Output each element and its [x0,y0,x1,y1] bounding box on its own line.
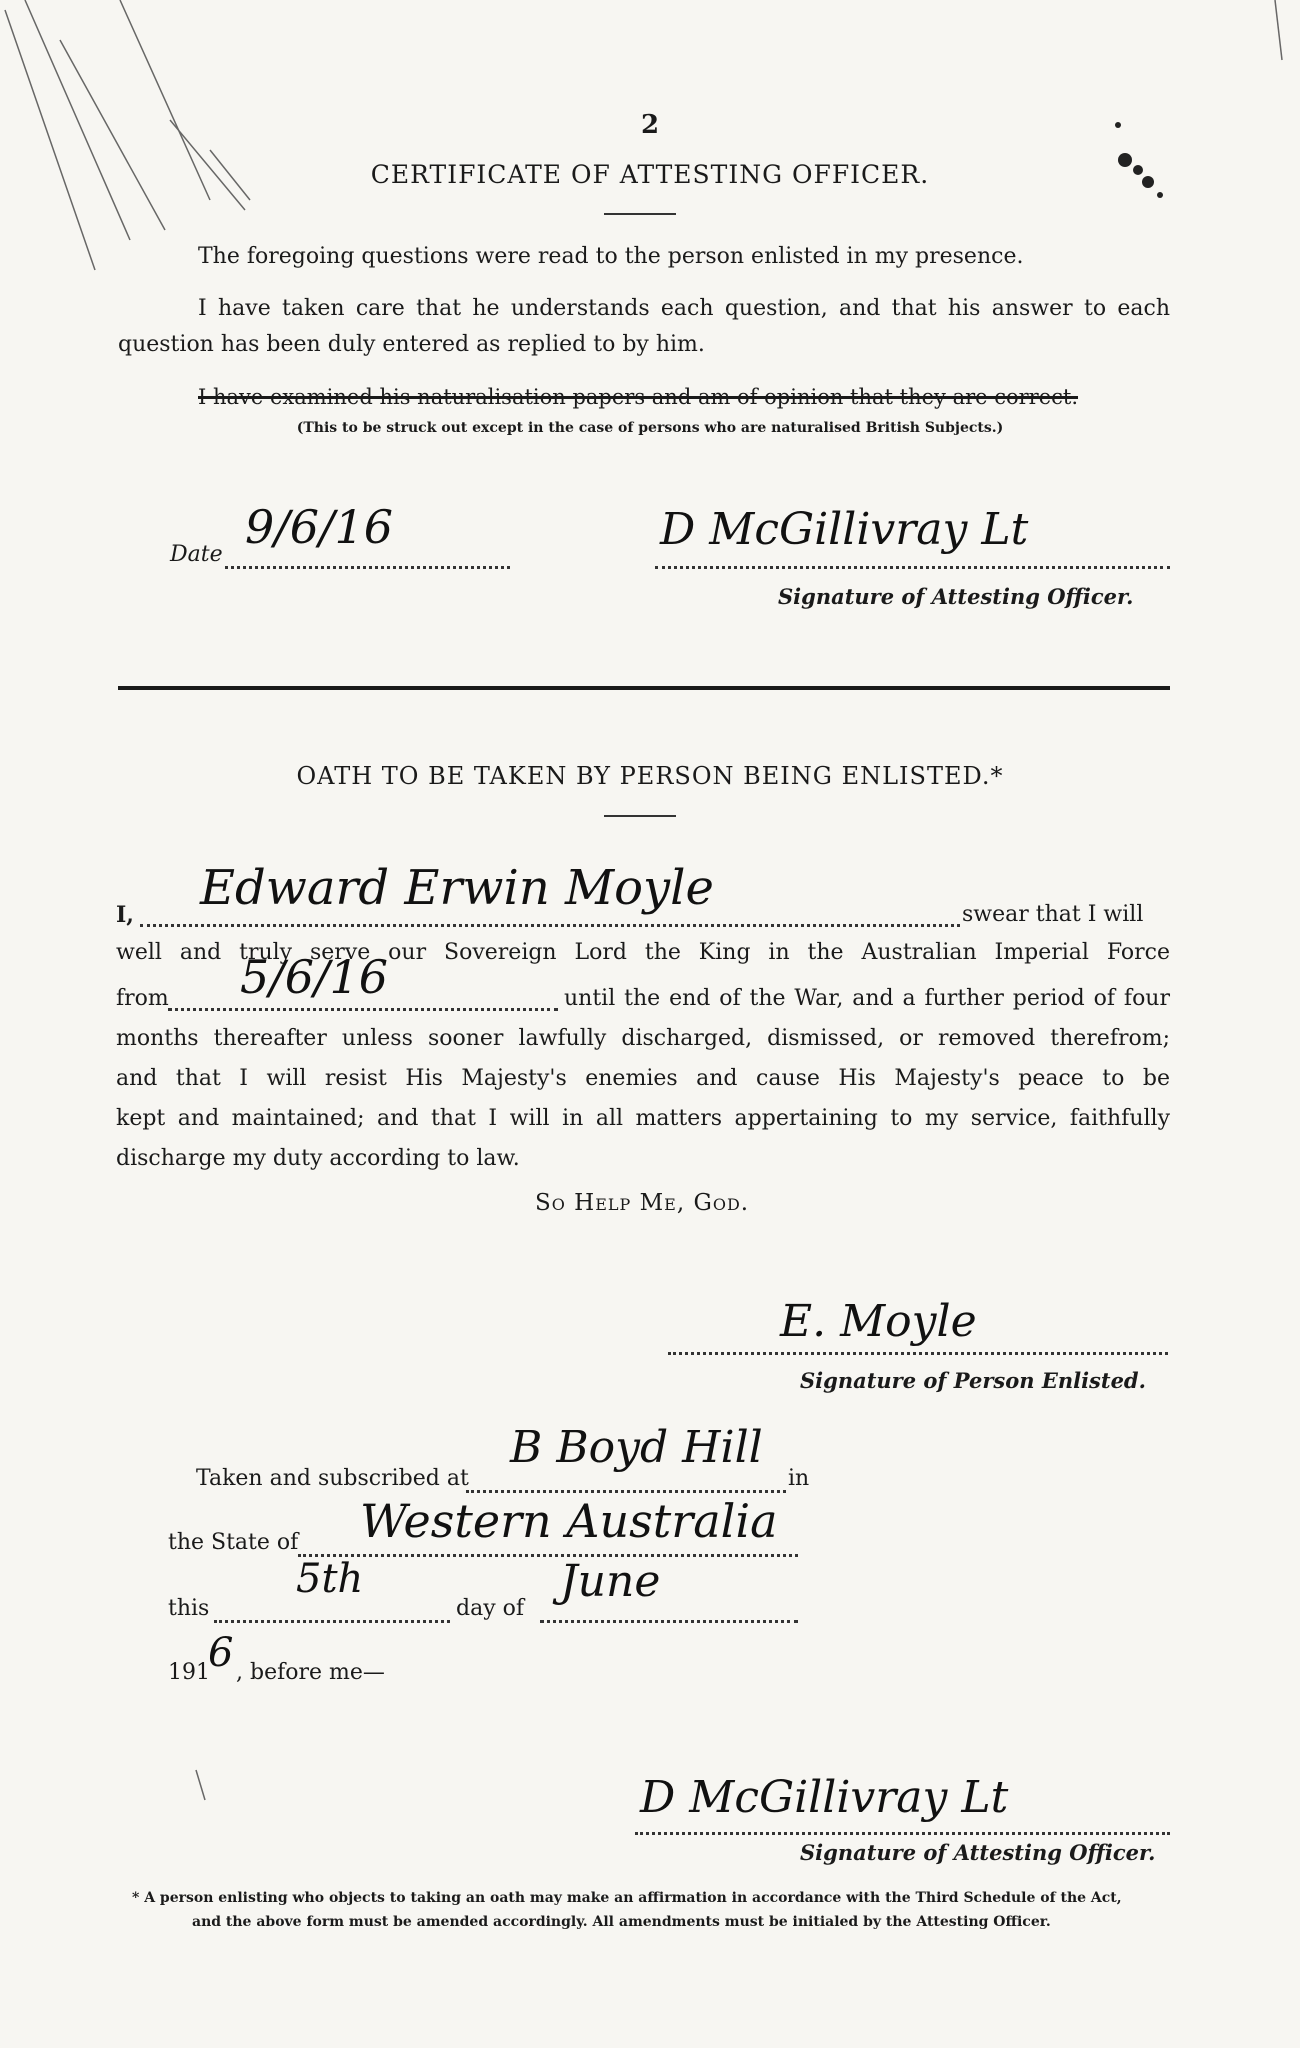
taken-subscribed-label: Taken and subscribed at [196,1466,469,1491]
attesting-officer-signature-2: D McGillivray Lt [640,1772,1009,1823]
state-dotted-line [298,1554,798,1557]
oath-line-2: well and truly serve our Sovereign Lord the King in the Australian Imperial Force [116,940,1170,965]
day-of-label: day of [456,1596,525,1621]
oath-from-tail: until the end of the War, and a further period of four [564,986,1170,1011]
certificate-line-1: The foregoing questions were read to the person enlisted in my presence. [198,244,1024,269]
signature-dotted-line-2 [635,1832,1170,1835]
enlisted-person-signature: E. Moyle [780,1296,977,1347]
from-date-handwritten: 5/6/16 [240,950,389,1004]
attesting-officer-label-1: Signature of Attesting Officer. [778,584,1134,609]
day-handwritten: 5th [296,1556,364,1602]
attesting-officer-signature-1: D McGillivray Lt [660,504,1029,555]
day-dotted-line [214,1620,450,1623]
oath-title-divider [604,815,676,817]
certificate-date-handwritten: 9/6/16 [245,500,394,554]
place-handwritten: B Boyd Hill [510,1422,763,1473]
naturalisation-statement: I have examined his naturalisation papers and am of opinion that they are correct. [198,385,1079,409]
page-number: 2 [640,110,660,140]
oath-line-4: months thereafter unless sooner lawfully discharged, dismissed, or removed therefrom; [116,1026,1170,1051]
month-handwritten: June [560,1556,661,1607]
oath-title: OATH TO BE TAKEN BY PERSON BEING ENLISTED.* [296,762,1004,790]
date-label: Date [170,542,223,567]
oath-line-6: kept and maintained; and that I will in all matters appertaining to my service, faithfully [116,1106,1170,1131]
naturalisation-note: (This to be struck out except in the case of persons who are naturalised British Subjects.) [296,420,1004,436]
enlisted-name-handwritten: Edward Erwin Moyle [200,860,714,916]
state-label: the State of [168,1530,299,1555]
oath-line-5: and that I will resist His Majesty's enemies and cause His Majesty's peace to be [116,1066,1170,1091]
name-dotted-line [140,924,960,927]
before-me-text: , before me— [236,1660,385,1685]
footnote-line-2: and the above form must be amended accordingly. All amendments must be initialed by the Attesting Officer. [192,1914,1051,1930]
place-dotted-line [466,1490,786,1493]
certificate-title: CERTIFICATE OF ATTESTING OFFICER. [370,160,930,189]
this-label: this [168,1596,210,1621]
from-dotted-line [168,1008,558,1011]
year-digit-handwritten: 6 [208,1630,234,1676]
oath-swear-text: swear that I will [962,902,1144,927]
oath-line-7: discharge my duty according to law. [116,1146,520,1171]
footnote-line-1: * A person enlisting who objects to taking an oath may make an affirmation in accordance with the Third Schedule of the Act, [132,1890,1122,1906]
attesting-officer-label-2: Signature of Attesting Officer. [800,1840,1156,1865]
enlisted-signature-dotted-line [668,1352,1168,1355]
so-help-me-god: So Help Me, God. [535,1190,750,1216]
year-prefix: 191 [168,1660,210,1685]
oath-from-label: from [116,986,169,1011]
state-handwritten: Western Australia [360,1494,778,1548]
enlisted-signature-label: Signature of Person Enlisted. [800,1368,1146,1393]
month-dotted-line [540,1620,798,1623]
signature-dotted-line-1 [655,566,1170,569]
oath-i-label: I, [116,902,134,928]
section-divider [118,686,1170,690]
certificate-line-2b: question has been duly entered as replied to by him. [118,332,705,357]
title-divider [604,213,676,215]
place-in-text: in [788,1466,810,1491]
certificate-line-2a: I have taken care that he understands each question, and that his answer to each [198,296,1170,321]
date-dotted-line [225,566,510,569]
